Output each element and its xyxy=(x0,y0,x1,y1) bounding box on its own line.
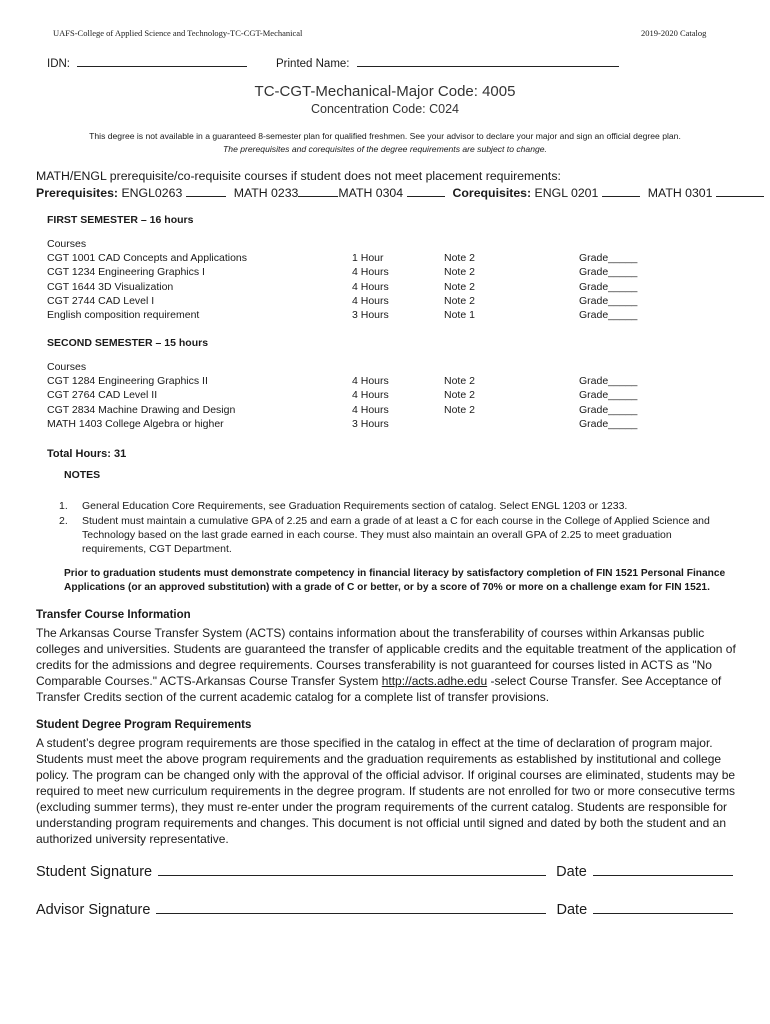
first-semester-row-5-grade[interactable]: Grade_____ xyxy=(579,309,638,322)
second-semester-courses-label: Courses xyxy=(47,361,87,373)
student-signature-row[interactable] xyxy=(36,864,733,880)
coreq-item-1: ENGL 0201 xyxy=(534,186,599,200)
printed-name-field[interactable] xyxy=(276,58,619,70)
idn-field[interactable] xyxy=(47,58,247,70)
coreq-blank-1[interactable] xyxy=(602,195,640,197)
idn-label: IDN: xyxy=(47,58,70,70)
prereq-label: Prerequisites: xyxy=(36,186,119,200)
note-1-number: 1. xyxy=(59,500,68,512)
note-1-text: General Education Core Requirements, see Graduation Requirements section of catalog. Select ENGL 1203 or 1233. xyxy=(82,500,628,512)
second-semester-row-3-grade[interactable]: Grade_____ xyxy=(579,403,638,416)
prereq-blank-3[interactable] xyxy=(407,195,445,197)
first-semester-row-3-course: CGT 1644 3D Visualization xyxy=(47,280,174,293)
prereq-line xyxy=(36,186,764,200)
second-semester-row-2-note: Note 2 xyxy=(444,389,475,402)
second-semester-row-4-course: MATH 1403 College Algebra or higher xyxy=(47,417,224,430)
first-semester-row-5-hours: 3 Hours xyxy=(352,309,389,322)
second-semester-row-1-course: CGT 1284 Engineering Graphics II xyxy=(47,375,208,387)
prereq-blank-1[interactable] xyxy=(186,195,226,197)
printed-name-label: Printed Name: xyxy=(276,58,350,70)
first-semester-row-1-grade[interactable]: Grade_____ xyxy=(579,252,638,264)
idn-blank[interactable] xyxy=(77,65,247,67)
requirements-paragraph: A student’s degree program requirements are those specified in the catalog in effect at the time of declaration of program major. Students must meet the above program requirements and the graduation requirements as established by institutional and college policy. The program can be changed only with the approval of the official advisor. If original courses are eliminated, students may be required to meet new curriculum requirements in the degree program. If students are not enrolled for two or more consecutive terms (excluding summer terms), they must re-enter under the program requirements of the current catalog. Students are responsible for understanding program requirements and changes. This document is not official until signed and dated by both the student and an authorized university representative. xyxy=(36,736,736,846)
transfer-paragraph xyxy=(36,625,736,705)
first-semester-row-1-hours: 1 Hour xyxy=(352,252,384,264)
second-semester-row-2-course: CGT 2764 CAD Level II xyxy=(47,389,158,402)
prereq-heading: MATH/ENGL prerequisite/co-requisite courses if student does not meet placement requirements: xyxy=(36,169,561,183)
second-semester-row-2-grade[interactable]: Grade_____ xyxy=(579,389,638,402)
advisor-date-label: Date xyxy=(556,902,588,918)
first-semester-row-4-course: CGT 2744 CAD Level I xyxy=(47,294,155,307)
prereq-item-2: MATH 0233 xyxy=(233,186,299,200)
intro-line-2: The prerequisites and corequisites of the degree requirements are subject to change. xyxy=(223,144,547,154)
first-semester-row-5-note: Note 1 xyxy=(444,309,475,322)
note-2-number: 2. xyxy=(59,515,68,527)
second-semester-row-1-grade[interactable]: Grade_____ xyxy=(579,375,638,387)
student-date-blank[interactable] xyxy=(593,874,733,876)
second-semester-row-4-grade[interactable]: Grade_____ xyxy=(579,417,638,430)
second-semester-row-3-note: Note 2 xyxy=(444,403,475,416)
notes-heading: NOTES xyxy=(64,469,101,481)
printed-name-blank[interactable] xyxy=(357,65,619,67)
first-semester-row-3-grade[interactable]: Grade_____ xyxy=(579,280,638,293)
student-signature-label: Student Signature xyxy=(36,864,153,880)
coreq-blank-2[interactable] xyxy=(716,195,764,197)
concentration-code: Concentration Code: C024 xyxy=(310,102,459,116)
requirements-heading: Student Degree Program Requirements xyxy=(36,719,252,731)
advisor-signature-row[interactable] xyxy=(36,902,733,918)
second-semester-row-1-hours: 4 Hours xyxy=(352,375,389,387)
second-semester-row-1-note: Note 2 xyxy=(444,375,475,387)
first-semester-row-4-note: Note 2 xyxy=(444,294,475,307)
first-semester-row-4-hours: 4 Hours xyxy=(352,294,389,307)
advisor-signature-blank[interactable] xyxy=(156,912,546,914)
transfer-text-before: The Arkansas Course Transfer System (ACTS) contains information about the transferability of courses within Arkansas public colleges and universities. Students are guaranteed the transfer of applicable credits and the equitable treatment of the application of credits for the admissions and degree requirements. Courses transferability is not guaranteed for courses listed in ACTS as "No Comparable Courses." ACTS-Arkansas Course Transfer System xyxy=(36,626,736,688)
first-semester-row-2-grade[interactable]: Grade_____ xyxy=(579,266,638,279)
prereq-item-1: ENGL0263 xyxy=(121,186,183,200)
note-2-line-2: Technology based on the last grade earned in each course. They must also maintain an overall GPA of 2.25 to meet graduation xyxy=(82,529,672,541)
acts-link[interactable]: http://acts.adhe.edu xyxy=(381,674,488,688)
page-title: TC-CGT-Mechanical-Major Code: 4005 xyxy=(254,83,516,100)
first-semester-row-2-hours: 4 Hours xyxy=(352,266,389,279)
second-semester-row-4-hours: 3 Hours xyxy=(352,417,389,430)
note-2-line-1: Student must maintain a cumulative GPA of 2.25 and earn a grade of at least a C for each course in the College of Applied Science and xyxy=(82,515,710,527)
first-semester-courses-label: Courses xyxy=(47,238,87,250)
first-semester-row-2-note: Note 2 xyxy=(444,266,475,279)
fin-requirement-line-1: Prior to graduation students must demonstrate competency in financial literacy by satisfactory completion of FIN 1521 Personal Finance xyxy=(64,568,726,579)
prereq-item-3: MATH 0304 xyxy=(338,186,404,200)
coreq-label: Corequisites: xyxy=(452,186,532,200)
advisor-date-blank[interactable] xyxy=(593,912,733,914)
second-semester-row-2-hours: 4 Hours xyxy=(352,389,389,402)
second-semester-title: SECOND SEMESTER – 15 hours xyxy=(47,337,209,349)
first-semester-row-3-hours: 4 Hours xyxy=(352,280,389,293)
first-semester-title: FIRST SEMESTER – 16 hours xyxy=(47,214,194,226)
first-semester-row-4-grade[interactable]: Grade_____ xyxy=(579,294,638,307)
header-right: 2019-2020 Catalog xyxy=(641,28,707,38)
coreq-item-2: MATH 0301 xyxy=(647,186,713,200)
advisor-signature-label: Advisor Signature xyxy=(36,902,151,918)
prereq-blank-2[interactable] xyxy=(298,195,338,197)
transfer-text-after: -select Course Transfer. See Acceptance of Transfer Credits section of the current academic catalog for a complete list of transfer provisions. xyxy=(36,674,722,704)
first-semester-row-3-note: Note 2 xyxy=(444,280,475,293)
student-signature-blank[interactable] xyxy=(158,874,546,876)
first-semester-row-5-course: English composition requirement xyxy=(47,309,200,322)
first-semester-row-1-course: CGT 1001 CAD Concepts and Applications xyxy=(47,252,248,264)
transfer-heading: Transfer Course Information xyxy=(36,609,191,621)
note-2-line-3: requirements, CGT Department. xyxy=(82,543,232,555)
header-left: UAFS-College of Applied Science and Technology-TC-CGT-Mechanical xyxy=(53,28,303,38)
second-semester-row-3-hours: 4 Hours xyxy=(352,403,389,416)
student-date-label: Date xyxy=(556,864,587,880)
fin-requirement-line-2: Applications (or an approved substitution) with a grade of C or better, or by a score of 70% or more on a challenge exam for FIN 1521. xyxy=(64,582,710,593)
intro-line-1: This degree is not available in a guaranteed 8-semester plan for qualified freshmen. See your advisor to declare your major and sign an official degree plan. xyxy=(89,131,681,141)
first-semester-row-1-note: Note 2 xyxy=(444,252,475,264)
second-semester-row-3-course: CGT 2834 Machine Drawing and Design xyxy=(47,403,236,416)
total-hours: Total Hours: 31 xyxy=(47,448,127,460)
first-semester-row-2-course: CGT 1234 Engineering Graphics I xyxy=(47,266,205,279)
